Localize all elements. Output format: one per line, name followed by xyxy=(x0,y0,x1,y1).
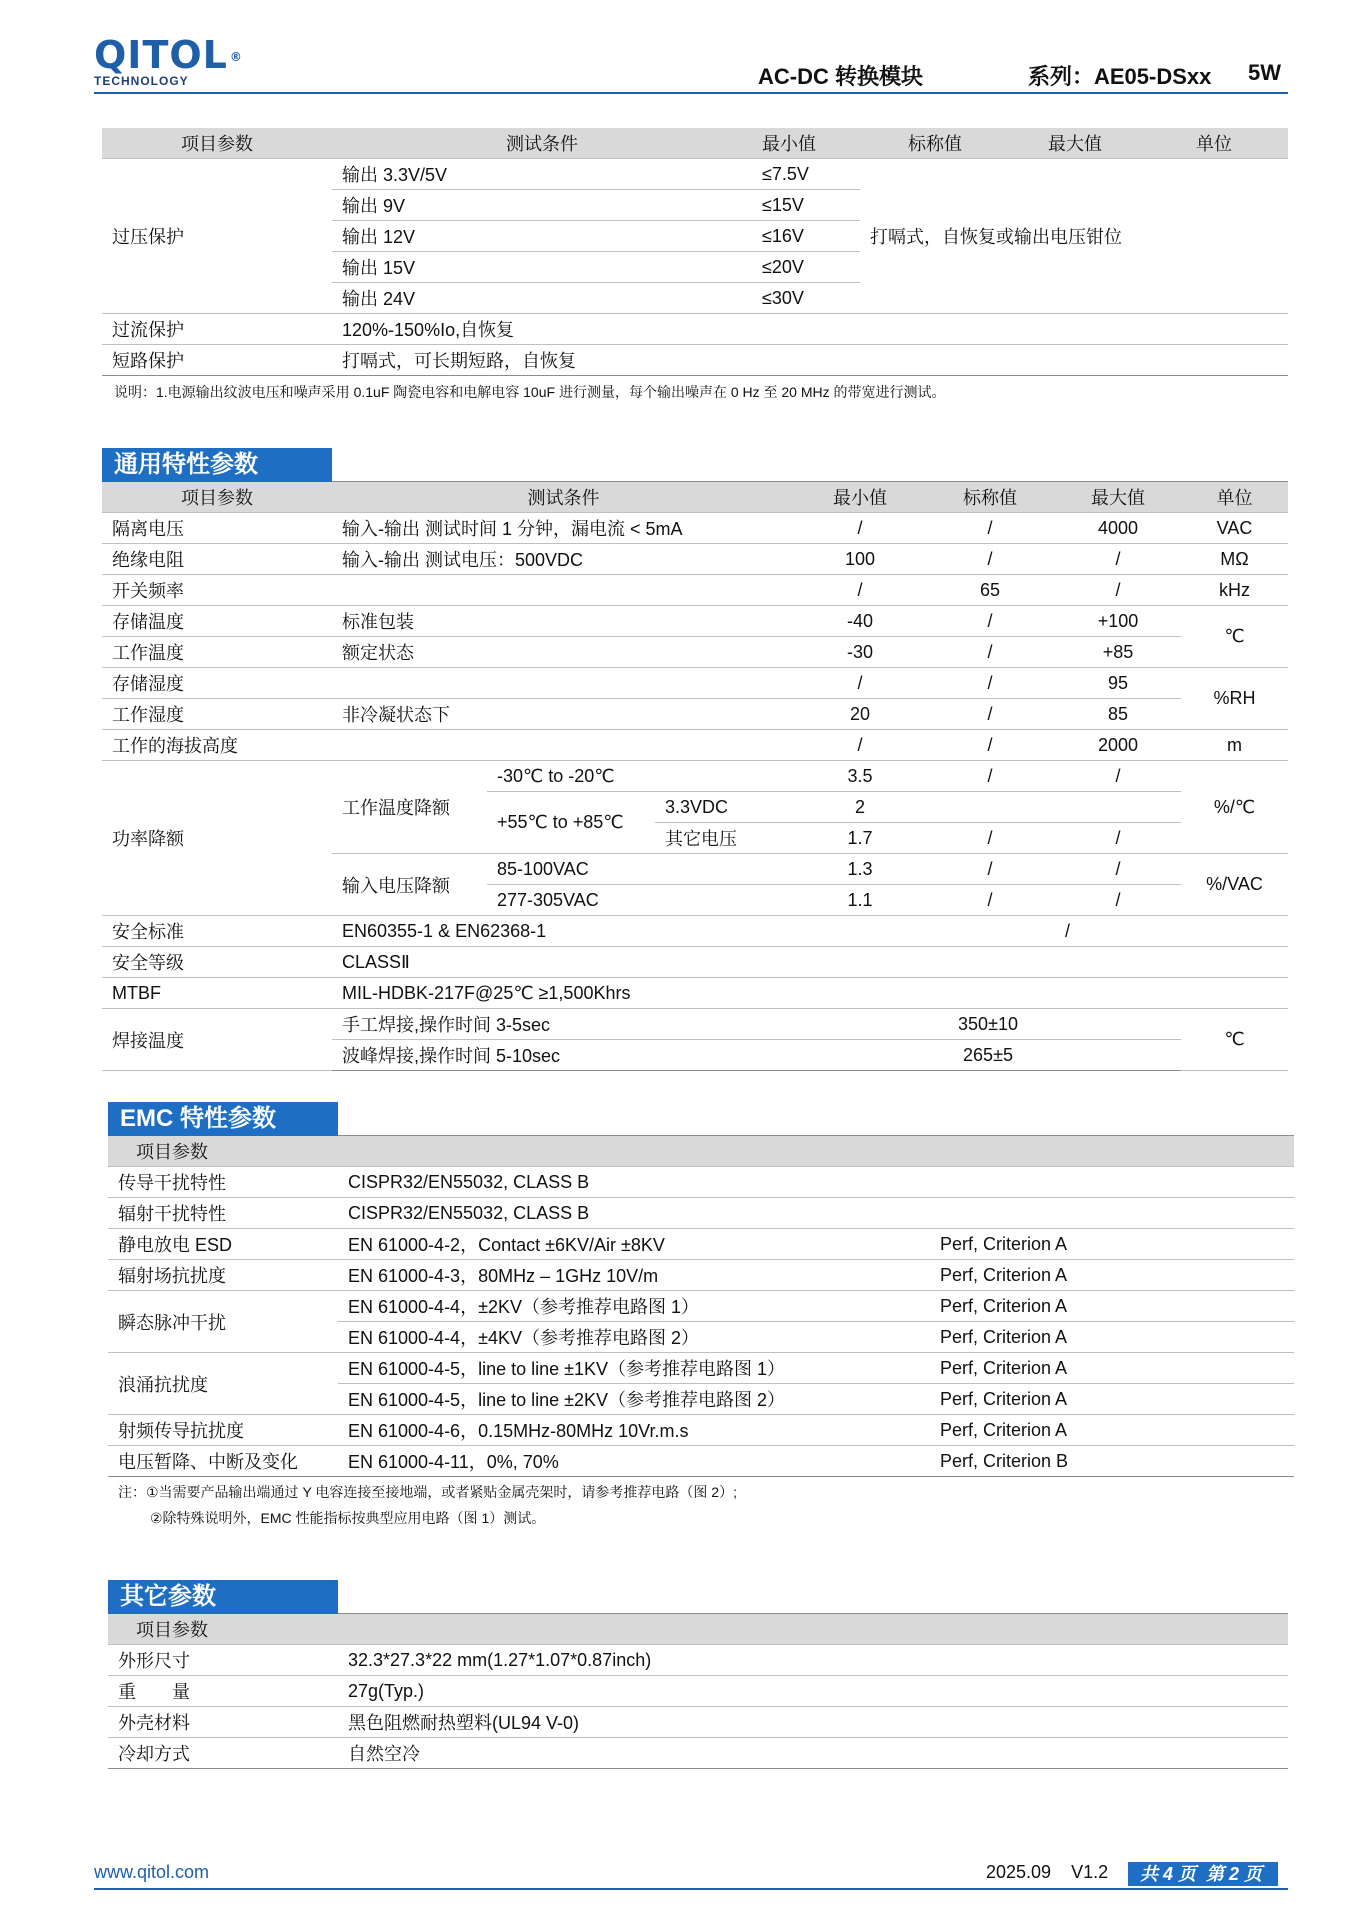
cell-cond xyxy=(332,730,795,761)
cell-value: 27g(Typ.) xyxy=(338,1676,1288,1707)
cell-cond: EN 61000-4-5，line to line ±1KV（参考推荐电路图 1） xyxy=(338,1353,930,1384)
table-row xyxy=(102,345,1288,376)
cell-cond: MIL-HDBK-217F@25℃ ≥1,500Khrs xyxy=(332,978,1288,1009)
cell-cond: 输出 24V xyxy=(332,283,752,314)
col-header: 单位 xyxy=(1181,482,1288,513)
table-row xyxy=(108,1707,1288,1738)
table-row xyxy=(108,1167,1294,1198)
cell-min: 1.7 xyxy=(795,823,925,854)
cell-unit: kHz xyxy=(1181,575,1288,606)
table-header-row xyxy=(102,482,1288,513)
cell-cond: 输出 9V xyxy=(332,190,752,221)
cell-cond: CISPR32/EN55032, CLASS B xyxy=(338,1198,930,1229)
table-row xyxy=(108,1260,1294,1291)
row-label: 外壳材料 xyxy=(108,1707,338,1738)
cell-cond: EN60355-1 & EN62368-1 xyxy=(332,916,1055,947)
table-row xyxy=(108,1291,1294,1322)
cell-cond: 输入-输出 测试时间 1 分钟，漏电流 < 5mA xyxy=(332,513,795,544)
table-row xyxy=(102,159,1288,190)
table-row xyxy=(108,1738,1288,1769)
cell-nom: / xyxy=(925,823,1055,854)
cell-min: -30 xyxy=(795,637,925,668)
general-table xyxy=(102,482,1288,1071)
cell-min: / xyxy=(795,575,925,606)
table-row xyxy=(102,668,1288,699)
cell-min: 20 xyxy=(795,699,925,730)
cell-max: / xyxy=(1055,823,1181,854)
cell-value: 黑色阻燃耐热塑料(UL94 V-0) xyxy=(338,1707,1288,1738)
row-label: 工作湿度 xyxy=(102,699,332,730)
cell-unit: %RH xyxy=(1181,668,1288,730)
section-title-other: 其它参数 xyxy=(108,1580,338,1614)
cell-nom: / xyxy=(925,668,1055,699)
cell-cond: EN 61000-4-4，±4KV（参考推荐电路图 2） xyxy=(338,1322,930,1353)
row-label: 过流保护 xyxy=(102,314,332,345)
col-header: 最小值 xyxy=(752,128,860,159)
cell-cond xyxy=(332,668,795,699)
cell-max: / xyxy=(1055,885,1181,916)
cell-cond: CLASSⅡ xyxy=(332,947,1288,978)
logo-subtitle: TECHNOLOGY xyxy=(94,74,189,88)
row-label: 功率降额 xyxy=(102,761,332,916)
col-header: 最大值 xyxy=(1010,128,1140,159)
cell-perf xyxy=(930,1167,1294,1198)
table-row xyxy=(108,1446,1294,1477)
row-label: 开关频率 xyxy=(102,575,332,606)
table-header-row xyxy=(108,1614,1288,1645)
cell-unit: ℃ xyxy=(1181,606,1288,668)
cell-max: +100 xyxy=(1055,606,1181,637)
cell-min: 1.3 xyxy=(795,854,925,885)
row-label: 瞬态脉冲干扰 xyxy=(108,1291,338,1353)
cell-max: 4000 xyxy=(1055,513,1181,544)
cell-min: ≤16V xyxy=(752,221,860,252)
emc-note-1: 注：①当需要产品输出端通过 Y 电容连接至接地端，或者紧贴金属壳架时，请参考推荐电路（图 2）; xyxy=(118,1484,737,1500)
cell-cond: 输出 15V xyxy=(332,252,752,283)
row-label: 存储湿度 xyxy=(102,668,332,699)
cell-range: +55℃ to +85℃ xyxy=(487,792,655,854)
row-label: 绝缘电阻 xyxy=(102,544,332,575)
cell-min: 3.5 xyxy=(795,761,925,792)
cell-min: 2 xyxy=(795,792,925,823)
cell-nom: / xyxy=(925,730,1055,761)
row-label: 安全等级 xyxy=(102,947,332,978)
cell-max: / xyxy=(1055,916,1181,947)
col-header: 项目参数 xyxy=(108,1614,338,1645)
row-label: 工作的海拔高度 xyxy=(102,730,332,761)
row-label: 安全标准 xyxy=(102,916,332,947)
row-label: 射频传导抗扰度 xyxy=(108,1415,338,1446)
cell-cond: 输入-输出 测试电压：500VDC xyxy=(332,544,795,575)
cell-max: / xyxy=(1055,854,1181,885)
col-header: 项目参数 xyxy=(102,128,332,159)
cell-cond: 非冷凝状态下 xyxy=(332,699,795,730)
ovp-mode: 打嗝式，自恢复或输出电压钳位 xyxy=(860,159,1140,314)
row-label: 辐射场抗扰度 xyxy=(108,1260,338,1291)
cell-nom: / xyxy=(925,854,1055,885)
col-header: 最大值 xyxy=(1055,482,1181,513)
cell-nom: 65 xyxy=(925,575,1055,606)
cell-min: ≤15V xyxy=(752,190,860,221)
cell-cond: 120%-150%Io,自恢复 xyxy=(332,314,1288,345)
cell-cond: EN 61000-4-3，80MHz – 1GHz 10V/m xyxy=(338,1260,930,1291)
cell-cond: EN 61000-4-6，0.15MHz-80MHz 10Vr.m.s xyxy=(338,1415,930,1446)
table-row xyxy=(102,947,1288,978)
col-header: 项目参数 xyxy=(102,482,332,513)
cell-cond: EN 61000-4-11，0%, 70% xyxy=(338,1446,930,1477)
registered-mark: ® xyxy=(229,50,243,64)
cell-min: ≤20V xyxy=(752,252,860,283)
table-row xyxy=(108,1676,1288,1707)
cell-unit: VAC xyxy=(1181,513,1288,544)
version-info: 2025.09 V1.2 xyxy=(986,1862,1109,1882)
col-header: 标称值 xyxy=(860,128,1010,159)
row-label: 静电放电 ESD xyxy=(108,1229,338,1260)
header-rule xyxy=(94,92,1288,94)
cell-min: 100 xyxy=(795,544,925,575)
cell-nom: / xyxy=(925,761,1055,792)
row-label: 工作温度 xyxy=(102,637,332,668)
row-label: 传导干扰特性 xyxy=(108,1167,338,1198)
table-row xyxy=(108,1229,1294,1260)
cell-cond xyxy=(332,575,795,606)
cell-value: 32.3*27.3*22 mm(1.27*1.07*0.87inch) xyxy=(338,1645,1288,1676)
cell-cond: 打嗝式，可长期短路，自恢复 xyxy=(332,345,1288,376)
cell-cond: 手工焊接,操作时间 3-5sec xyxy=(332,1009,795,1040)
col-header: 项目参数 xyxy=(108,1136,338,1167)
cell-cond: 输出 12V xyxy=(332,221,752,252)
row-label: 存储温度 xyxy=(102,606,332,637)
cell-min: -40 xyxy=(795,606,925,637)
cell-cond: EN 61000-4-5，line to line ±2KV（参考推荐电路图 2） xyxy=(338,1384,930,1415)
cell-min: / xyxy=(795,513,925,544)
cell-perf: Perf, Criterion A xyxy=(930,1291,1294,1322)
cell-perf: Perf, Criterion A xyxy=(930,1260,1294,1291)
cell-max: +85 xyxy=(1055,637,1181,668)
table-header-row xyxy=(102,128,1288,159)
col-header: 单位 xyxy=(1140,128,1288,159)
table-row xyxy=(102,916,1288,947)
table-row xyxy=(108,1645,1288,1676)
cell-nom: / xyxy=(925,606,1055,637)
cell-cond: CISPR32/EN55032, CLASS B xyxy=(338,1167,930,1198)
cell-cond: 标准包装 xyxy=(332,606,795,637)
row-label: 辐射干扰特性 xyxy=(108,1198,338,1229)
table-row xyxy=(102,513,1288,544)
row-label: 电压暂降、中断及变化 xyxy=(108,1446,338,1477)
col-header: 测试条件 xyxy=(332,482,795,513)
cell-min: ≤7.5V xyxy=(752,159,860,190)
col-header: 最小值 xyxy=(795,482,925,513)
cell-unit: %/VAC xyxy=(1181,854,1288,916)
cell-value: 350±10 xyxy=(795,1009,1181,1040)
table-row xyxy=(102,699,1288,730)
doc-type: AC-DC 转换模块 xyxy=(758,64,923,89)
table-header-row xyxy=(108,1136,1294,1167)
cell-unit: MΩ xyxy=(1181,544,1288,575)
row-label: 浪涌抗扰度 xyxy=(108,1353,338,1415)
table-row xyxy=(102,544,1288,575)
cell-nom: / xyxy=(925,637,1055,668)
website-link[interactable]: www.qitol.com xyxy=(94,1862,210,1882)
cell-nom: / xyxy=(925,513,1055,544)
cell-range: 277-305VAC xyxy=(487,885,795,916)
cell-cond: 额定状态 xyxy=(332,637,795,668)
cell-unit: m xyxy=(1181,730,1288,761)
cell-value: 265±5 xyxy=(795,1040,1181,1071)
table-row xyxy=(108,1353,1294,1384)
cell-perf: Perf, Criterion A xyxy=(930,1415,1294,1446)
cell-max: 85 xyxy=(1055,699,1181,730)
cell-min: ≤30V xyxy=(752,283,860,314)
cell-cond: EN 61000-4-4，±2KV（参考推荐电路图 1） xyxy=(338,1291,930,1322)
page-indicator: 共 4 页 第 2 页 xyxy=(1128,1862,1278,1886)
cell-value: 自然空冷 xyxy=(338,1738,1288,1769)
cell-max: / xyxy=(1055,761,1181,792)
protection-table xyxy=(102,128,1288,376)
company-logo xyxy=(94,33,243,88)
row-label: 冷却方式 xyxy=(108,1738,338,1769)
cell-range: 85-100VAC xyxy=(487,854,795,885)
section-title-emc: EMC 特性参数 xyxy=(108,1102,338,1136)
table-row xyxy=(108,1198,1294,1229)
cell-nom: / xyxy=(925,544,1055,575)
cell-min: 1.1 xyxy=(795,885,925,916)
row-label: 焊接温度 xyxy=(102,1009,332,1071)
series-label: 系列：AE05-DSxx xyxy=(1028,64,1212,89)
row-label: 短路保护 xyxy=(102,345,332,376)
cell-perf: Perf, Criterion A xyxy=(930,1353,1294,1384)
row-label: 隔离电压 xyxy=(102,513,332,544)
table-row xyxy=(102,978,1288,1009)
cell-perf: Perf, Criterion A xyxy=(930,1322,1294,1353)
cell-cond: 波峰焊接,操作时间 5-10sec xyxy=(332,1040,795,1071)
cell-min: / xyxy=(795,730,925,761)
row-label: 过压保护 xyxy=(102,159,332,314)
cell-perf: Perf, Criterion A xyxy=(930,1229,1294,1260)
cell-perf: Perf, Criterion A xyxy=(930,1384,1294,1415)
table-row xyxy=(102,1009,1288,1040)
cell-nom: / xyxy=(925,885,1055,916)
cell-cond: EN 61000-4-2，Contact ±6KV/Air ±8KV xyxy=(338,1229,930,1260)
other-table xyxy=(108,1614,1288,1769)
cell-cond: 输出 3.3V/5V xyxy=(332,159,752,190)
emc-note-2: ②除特殊说明外，EMC 性能指标按典型应用电路（图 1）测试。 xyxy=(150,1510,546,1526)
cell-voltage: 3.3VDC xyxy=(655,792,795,823)
emc-table xyxy=(108,1136,1294,1477)
cell-max: 2000 xyxy=(1055,730,1181,761)
table-row xyxy=(102,761,1288,792)
derating-vin-label: 输入电压降额 xyxy=(332,854,487,916)
logo-text: QITOL xyxy=(94,33,228,77)
cell-nom: / xyxy=(925,699,1055,730)
cell-perf xyxy=(930,1198,1294,1229)
cell-voltage: 其它电压 xyxy=(655,823,795,854)
cell-max: 95 xyxy=(1055,668,1181,699)
col-header: 标称值 xyxy=(925,482,1055,513)
cell-min: / xyxy=(795,668,925,699)
table-row xyxy=(108,1415,1294,1446)
table-row xyxy=(102,730,1288,761)
cell-max: / xyxy=(1055,544,1181,575)
row-label: MTBF xyxy=(102,978,332,1009)
section-title-general: 通用特性参数 xyxy=(102,448,332,482)
cell-max: / xyxy=(1055,575,1181,606)
table-row xyxy=(102,637,1288,668)
cell-unit: ℃ xyxy=(1181,1009,1288,1071)
table-row xyxy=(102,606,1288,637)
table-row xyxy=(102,575,1288,606)
cell-unit: %/℃ xyxy=(1181,761,1288,854)
row-label: 外形尺寸 xyxy=(108,1645,338,1676)
footer-rule xyxy=(94,1888,1288,1890)
cell-range: -30℃ to -20℃ xyxy=(487,761,795,792)
col-header: 测试条件 xyxy=(332,128,752,159)
cell-perf: Perf, Criterion B xyxy=(930,1446,1294,1477)
derating-temp-label: 工作温度降额 xyxy=(332,761,487,854)
table-row xyxy=(102,314,1288,345)
table-note: 说明：1.电源输出纹波电压和噪声采用 0.1uF 陶瓷电容和电解电容 10uF 进行测量，每个输出噪声在 0 Hz 至 20 MHz 的带宽进行测试。 xyxy=(114,384,946,400)
row-label: 重 量 xyxy=(108,1676,338,1707)
power-label: 5W xyxy=(1248,60,1281,85)
